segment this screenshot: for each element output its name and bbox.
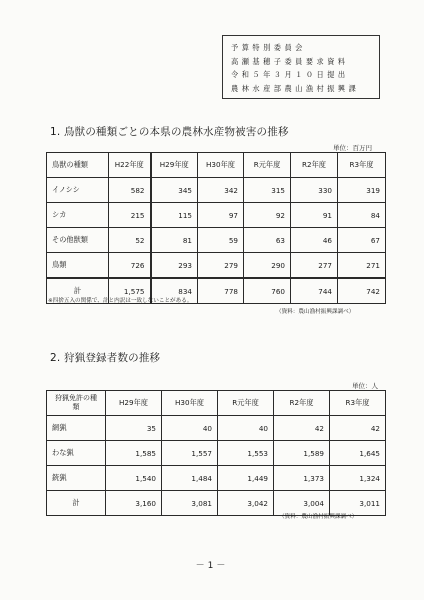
table-cell: 290: [244, 253, 291, 279]
table-cell: 1,575: [109, 278, 151, 304]
table-cell: 84: [338, 203, 386, 228]
table-row: [47, 253, 386, 279]
row-label: イノシシ: [47, 178, 109, 203]
table-cell: 319: [338, 178, 386, 203]
table-cell: 1,557: [162, 441, 218, 466]
column-header: H29年度: [151, 153, 198, 178]
column-header: R2年度: [274, 391, 330, 416]
table-cell: 345: [151, 178, 198, 203]
table-cell: 1,324: [330, 466, 386, 491]
table-cell: 46: [291, 228, 338, 253]
hunter-registration-table: [46, 390, 386, 516]
table-row: [47, 416, 386, 441]
table-cell: 52: [109, 228, 151, 253]
column-header: R2年度: [291, 153, 338, 178]
table-cell: 91: [291, 203, 338, 228]
row-label: 銃猟: [47, 466, 106, 491]
table-cell: 59: [198, 228, 244, 253]
table-cell: 279: [198, 253, 244, 279]
table-cell: 92: [244, 203, 291, 228]
column-header: 鳥獣の種類: [47, 153, 109, 178]
column-header: R3年度: [338, 153, 386, 178]
table-cell: 3,011: [330, 491, 386, 516]
table-cell: 726: [109, 253, 151, 279]
table-cell: 834: [151, 278, 198, 304]
section2-source: （資料：農山漁村振興課調べ）: [279, 514, 358, 520]
table-cell: 63: [244, 228, 291, 253]
table-cell: 1,373: [274, 466, 330, 491]
table-cell: 342: [198, 178, 244, 203]
table-row: [47, 228, 386, 253]
column-header: H30年度: [162, 391, 218, 416]
department-line: 農林水産部農山漁村振興課: [231, 83, 360, 93]
column-header: 狩猟免許の種類: [47, 391, 106, 416]
row-label: シカ: [47, 203, 109, 228]
table-cell: 1,449: [218, 466, 274, 491]
page-number: －1－: [195, 561, 229, 571]
column-header: H22年度: [109, 153, 151, 178]
rounding-note: ※四捨五入の関係で、計と内訳は一致しないことがある。: [48, 298, 193, 304]
damage-table: [46, 152, 386, 304]
committee-line: 予算特別委員会: [231, 43, 306, 52]
table-row: [47, 178, 386, 203]
table-cell: 40: [218, 416, 274, 441]
table-cell: 778: [198, 278, 244, 304]
table-cell: 81: [151, 228, 198, 253]
table-cell: 3,160: [106, 491, 162, 516]
table-cell: 760: [244, 278, 291, 304]
table-cell: 3,042: [218, 491, 274, 516]
table-cell: 97: [198, 203, 244, 228]
row-label: わな猟: [47, 441, 106, 466]
section1-source: （資料：農山漁村振興課調べ）: [276, 309, 355, 315]
section2-unit: 単位：人: [352, 382, 378, 390]
table-cell: 67: [338, 228, 386, 253]
column-header: R元年度: [218, 391, 274, 416]
table-header-row: [47, 391, 386, 416]
table-cell: 744: [291, 278, 338, 304]
table-cell: 330: [291, 178, 338, 203]
table-cell: 35: [106, 416, 162, 441]
table-cell: 1,540: [106, 466, 162, 491]
table-cell: 115: [151, 203, 198, 228]
row-label: 鳥類: [47, 253, 109, 279]
table-cell: 42: [274, 416, 330, 441]
table-cell: 42: [330, 416, 386, 441]
column-header: H30年度: [198, 153, 244, 178]
section1-title: 1. 鳥獣の種類ごとの本県の農林水産物被害の推移: [50, 126, 289, 138]
table-cell: 1,585: [106, 441, 162, 466]
row-label: その他獣類: [47, 228, 109, 253]
table-cell: 293: [151, 253, 198, 279]
column-header: R元年度: [244, 153, 291, 178]
row-label: 計: [47, 278, 109, 304]
requester-line: 高瀬基穂子委員要求資料: [231, 56, 349, 66]
table-row: [47, 203, 386, 228]
row-label: 網猟: [47, 416, 106, 441]
table-cell: 315: [244, 178, 291, 203]
submission-date-line: 令和５年３月１０日提出: [231, 70, 349, 79]
table-cell: 742: [338, 278, 386, 304]
table-cell: 1,484: [162, 466, 218, 491]
table-cell: 3,004: [274, 491, 330, 516]
table-cell: 1,589: [274, 441, 330, 466]
table-cell: 271: [338, 253, 386, 279]
table-cell: 277: [291, 253, 338, 279]
column-header: R3年度: [330, 391, 386, 416]
section1-unit: 単位：百万円: [333, 144, 372, 152]
table-cell: 3,081: [162, 491, 218, 516]
table-cell: 1,553: [218, 441, 274, 466]
request-info-box: [222, 35, 380, 99]
table-header-row: [47, 153, 386, 178]
table-cell: 582: [109, 178, 151, 203]
row-label: 計: [47, 491, 106, 516]
section2-title: 2. 狩猟登録者数の推移: [50, 352, 161, 364]
table-row: [47, 466, 386, 491]
table-cell: 215: [109, 203, 151, 228]
table-cell: 40: [162, 416, 218, 441]
column-header: H29年度: [106, 391, 162, 416]
table-row: [47, 441, 386, 466]
table-cell: 1,645: [330, 441, 386, 466]
